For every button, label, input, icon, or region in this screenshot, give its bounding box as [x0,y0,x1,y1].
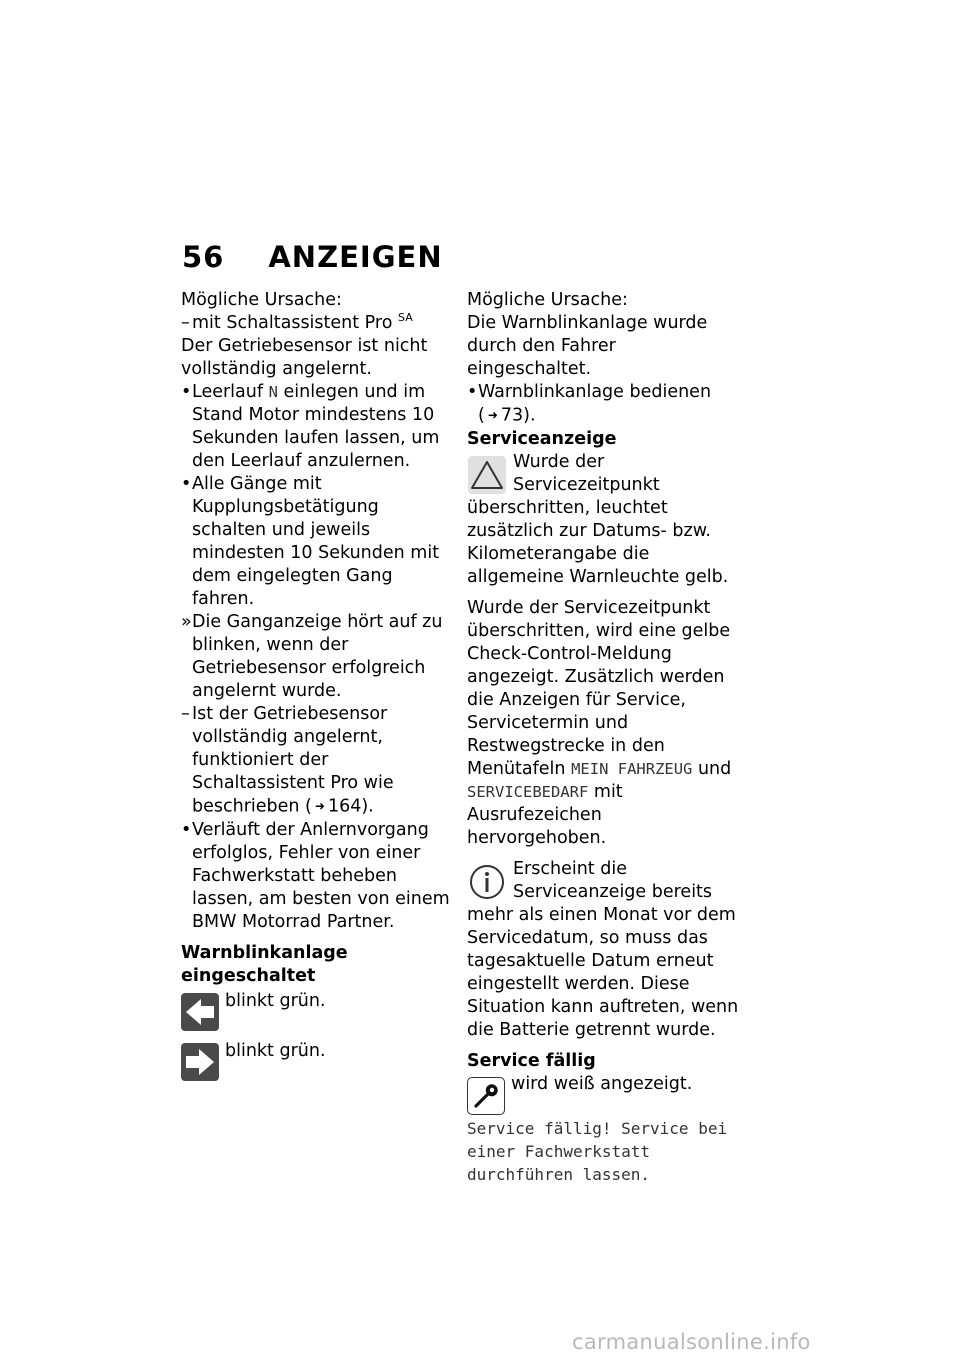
gear-code: N [268,383,278,401]
section-heading: Warnblinkanlage eingeschaltet [181,942,348,986]
section-heading: Serviceanzeige [467,428,617,449]
turn-right-arrow-icon [181,1043,219,1081]
info-icon [467,862,507,902]
service-warning-text: Wurde der Servicezeitpunkt überschritten, leuchtet zusätzlich zur Datums- bzw. Kilometerangabe die allgemeine Warnleuchte gelb. [467,451,729,587]
page-number: 56 [182,240,225,274]
steps-list [181,381,453,934]
info-text: Erscheint die Serviceanzeige bereits mehr als einen Monat vor dem Servicedatum, so muss das tagesaktuelle Datum erneut eingestellt werden. Diese Situation kann auftreten, wenn die Batterie getrennt wurde. [467,858,739,1040]
bullet-marker: • [181,382,192,402]
wrench-icon [467,1077,505,1115]
bullet-marker: • [181,474,192,494]
display-message: Service fällig! Service bei einer Fachwerkstatt durchführen lassen. [467,1118,728,1184]
list-item: » Die Ganganzeige hört auf zu blinken, wenn der Getriebesensor erfolgreich angelernt wurde. [181,612,443,701]
dash-marker: – [181,704,190,724]
action-list [467,381,743,428]
right-column [467,289,743,1186]
cause-text: Die Warnblinkanlage wurde durch den Fahrer eingeschaltet. [467,313,708,379]
page-ref[interactable]: 73 [500,405,524,426]
service-warning-block [467,451,743,589]
due-text: wird weiß angezeigt. [511,1073,693,1094]
arrow-right-row [181,1040,453,1084]
warning-triangle-icon [467,455,507,495]
bullet-marker: • [467,382,478,402]
list-item: • Alle Gänge mit Kupplungsbetätigung schalten und jeweils mindesten 10 Sekunden mit dem eingelegten Gang fahren. [181,474,440,609]
cause-label: Mögliche Ursache: [181,290,342,310]
page-header [182,240,443,274]
due-block [467,1073,743,1117]
dash-marker: – [181,313,190,333]
service-paragraph: Wurde der Servicezeitpunkt überschritten, wird eine gelbe Check-Control-Meldung angezeigt. Zusätzlich werden die Anzeigen für Service, Servicetermin und Restwegstrecke in den Menütafeln MEIN FAHRZEUG und SERVICEBEDARF mit Ausrufezeichen hervorgehoben. [467,597,732,848]
page-ref-arrow-icon: ➜ [314,799,325,813]
turn-left-arrow-icon [181,993,219,1031]
watermark: carmanualsonline.info [572,1330,811,1354]
sensor-text: Der Getriebesensor ist nicht vollständig angelernt. [181,336,428,379]
sa-superscript: SA [398,311,413,325]
bullet-marker: • [181,819,192,840]
list-item: • Verläuft der Anlernvorgang erfolglos, Fehler von einer Fachwerkstatt beheben lassen, am besten von einem BMW Motorrad Partner. [181,819,450,932]
result-marker: » [181,612,192,632]
cause-label: Mögliche Ursache: [467,290,628,310]
page-ref[interactable]: 164 [327,796,362,817]
page-title: ANZEIGEN [268,240,443,274]
list-item: – Ist der Getriebesensor vollständig angelernt, funktioniert der Schaltassistent Pro wie beschrieben ( ➜ 164). [181,704,394,817]
info-block [467,858,743,1042]
arrow-right-text: blinkt grün. [225,1040,326,1061]
page-ref-arrow-icon: ➜ [487,408,498,422]
arrow-left-row [181,990,453,1034]
list-item: • Leerlauf N einlegen und im Stand Motor mindestens 10 Sekunden laufen lassen, um den Leerlauf anzulernen. [181,382,440,471]
section-heading: Service fällig [467,1050,596,1071]
cause-list [181,312,453,335]
list-item: – mit Schaltassistent Pro $^{SA}$ [181,311,413,333]
arrow-left-text: blinkt grün. [225,990,326,1011]
menu-name: SERVICEBEDARF [467,782,589,801]
list-item: • Warnblinkanlage bedienen ( ➜ 73). [467,382,712,426]
menu-name: MEIN FAHRZEUG [571,759,693,778]
left-column [181,289,453,1084]
